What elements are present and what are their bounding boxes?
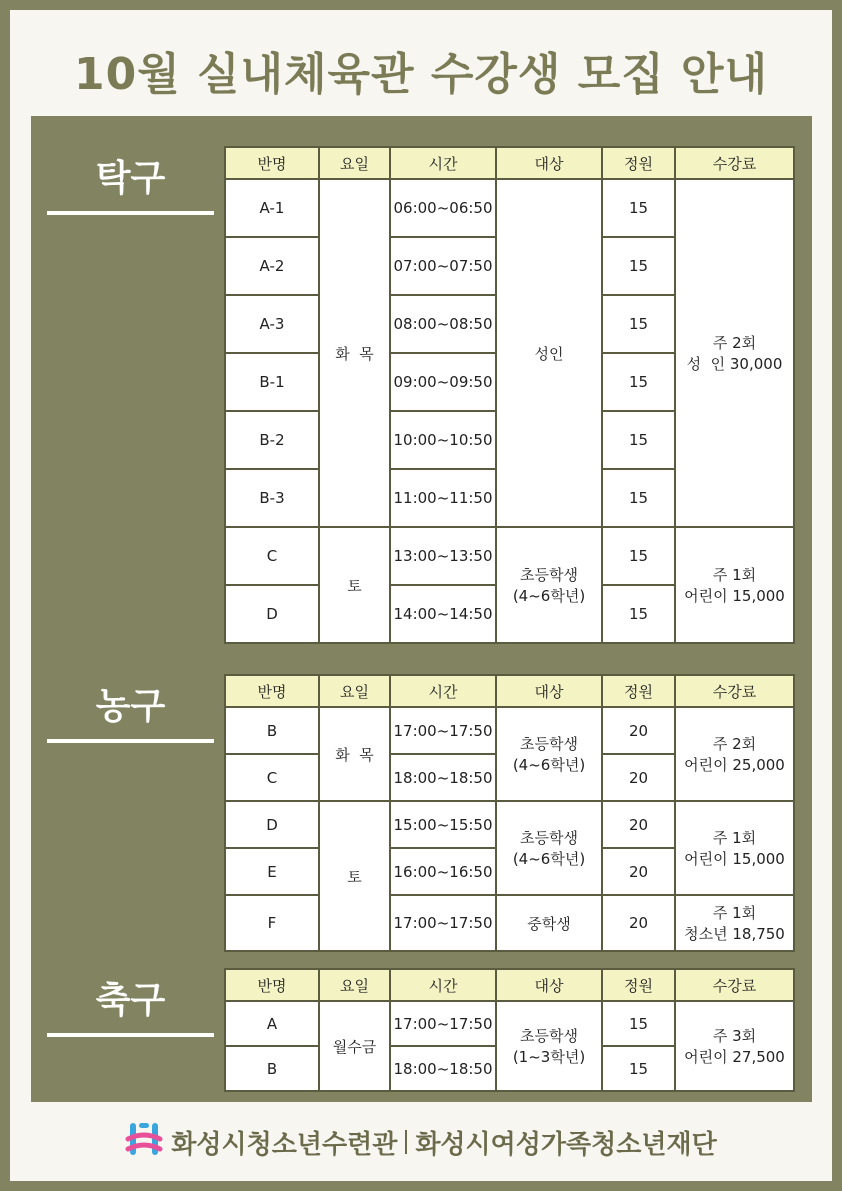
time-cell: 17:00~17:50 (390, 895, 496, 951)
fee-cell (675, 1001, 794, 1091)
class-cell: F (225, 895, 319, 951)
time-cell: 11:00~11:50 (390, 469, 496, 527)
sport-underline (47, 739, 214, 743)
header-time: 시간 (390, 147, 496, 179)
fee-amount: 어린이 15,000 (684, 850, 785, 868)
fee-cell (675, 527, 794, 643)
sport-name: 탁구 (95, 158, 166, 199)
class-cell: D (225, 801, 319, 848)
day-cell: 화 목 (319, 179, 390, 527)
capacity-cell: 15 (602, 1001, 675, 1046)
day-cell: 토 (319, 527, 390, 643)
header-time: 시간 (390, 969, 496, 1001)
time-cell: 07:00~07:50 (390, 237, 496, 295)
fee-amount: 성 인 30,000 (686, 355, 783, 373)
target-line1: 초등학생 (520, 735, 578, 753)
class-cell: D (225, 585, 319, 643)
basketball-schedule (224, 674, 795, 952)
fee-frequency: 주 1회 (712, 829, 757, 847)
capacity-cell: 20 (602, 801, 675, 848)
target-line1: 초등학생 (520, 1027, 578, 1045)
time-cell: 06:00~06:50 (390, 179, 496, 237)
header-fee: 수강료 (675, 675, 794, 707)
class-cell: A-2 (225, 237, 319, 295)
header-capacity: 정원 (602, 969, 675, 1001)
poster-inner (10, 10, 832, 1181)
header-day: 요일 (319, 147, 390, 179)
time-cell: 17:00~17:50 (390, 1001, 496, 1046)
table-header-row (225, 147, 794, 179)
class-cell: B (225, 1046, 319, 1091)
fee-cell (675, 895, 794, 951)
fee-amount: 어린이 15,000 (684, 587, 785, 605)
fee-cell (675, 179, 794, 527)
time-cell: 09:00~09:50 (390, 353, 496, 411)
class-cell: A (225, 1001, 319, 1046)
header-capacity: 정원 (602, 675, 675, 707)
fee-cell (675, 801, 794, 895)
header-target: 대상 (496, 675, 602, 707)
capacity-cell: 15 (602, 469, 675, 527)
target-line2: (4~6학년) (512, 587, 586, 605)
day-cell: 토 (319, 801, 390, 951)
header-class: 반명 (225, 147, 319, 179)
fee-frequency: 주 1회 (712, 566, 757, 584)
class-cell: B-3 (225, 469, 319, 527)
target-cell (496, 707, 602, 801)
fee-frequency: 주 2회 (712, 735, 757, 753)
header-target: 대상 (496, 969, 602, 1001)
time-cell: 15:00~15:50 (390, 801, 496, 848)
sport-name: 농구 (95, 686, 166, 727)
table-row (225, 801, 794, 848)
target-cell: 중학생 (496, 895, 602, 951)
capacity-cell: 20 (602, 895, 675, 951)
sport-name: 축구 (95, 980, 166, 1021)
capacity-cell: 15 (602, 179, 675, 237)
capacity-cell: 15 (602, 585, 675, 643)
capacity-cell: 15 (602, 295, 675, 353)
fee-amount: 청소년 18,750 (684, 925, 785, 943)
footer-divider (405, 1130, 407, 1154)
target-line2: (1~3학년) (512, 1048, 586, 1066)
header-time: 시간 (390, 675, 496, 707)
table-header-row (225, 675, 794, 707)
header-capacity: 정원 (602, 147, 675, 179)
capacity-cell: 15 (602, 237, 675, 295)
table-row (225, 1001, 794, 1046)
fee-amount: 어린이 25,000 (684, 756, 785, 774)
class-cell: B-1 (225, 353, 319, 411)
table-tennis-schedule (224, 146, 795, 644)
footer (10, 1122, 832, 1162)
target-line2: (4~6학년) (512, 850, 586, 868)
time-cell: 18:00~18:50 (390, 754, 496, 801)
table-header-row (225, 969, 794, 1001)
capacity-cell: 20 (602, 707, 675, 754)
header-class: 반명 (225, 969, 319, 1001)
target-cell (496, 527, 602, 643)
capacity-cell: 15 (602, 411, 675, 469)
target-cell (496, 801, 602, 895)
class-cell: B-2 (225, 411, 319, 469)
header-target: 대상 (496, 147, 602, 179)
header-fee: 수강료 (675, 147, 794, 179)
table-row (225, 179, 794, 237)
target-line1: 초등학생 (520, 566, 578, 584)
time-cell: 08:00~08:50 (390, 295, 496, 353)
capacity-cell: 20 (602, 848, 675, 895)
time-cell: 16:00~16:50 (390, 848, 496, 895)
page-title: 10월 실내체육관 수강생 모집 안내 (73, 49, 769, 100)
fee-frequency: 주 2회 (712, 334, 757, 352)
header-fee: 수강료 (675, 969, 794, 1001)
soccer-schedule (224, 968, 795, 1092)
class-cell: E (225, 848, 319, 895)
class-cell: C (225, 527, 319, 585)
sport-underline (47, 1033, 214, 1037)
sport-label-basketball (47, 678, 214, 743)
class-cell: A-3 (225, 295, 319, 353)
class-cell: C (225, 754, 319, 801)
time-cell: 10:00~10:50 (390, 411, 496, 469)
header-class: 반명 (225, 675, 319, 707)
fee-cell (675, 707, 794, 801)
table-row (225, 707, 794, 754)
class-cell: A-1 (225, 179, 319, 237)
target-cell: 성인 (496, 179, 602, 527)
time-cell: 18:00~18:50 (390, 1046, 496, 1091)
foundation-name: 화성시여성가족청소년재단 (415, 1129, 717, 1160)
sport-label-table-tennis (47, 150, 214, 215)
sport-underline (47, 211, 214, 215)
capacity-cell: 20 (602, 754, 675, 801)
header-day: 요일 (319, 675, 390, 707)
foundation-logo-icon (125, 1120, 163, 1165)
day-cell: 월수금 (319, 1001, 390, 1091)
target-line2: (4~6학년) (512, 756, 586, 774)
target-cell (496, 1001, 602, 1091)
class-cell: B (225, 707, 319, 754)
time-cell: 13:00~13:50 (390, 527, 496, 585)
fee-frequency: 주 1회 (712, 904, 757, 922)
capacity-cell: 15 (602, 1046, 675, 1091)
day-cell: 화 목 (319, 707, 390, 801)
fee-frequency: 주 3회 (712, 1027, 757, 1045)
target-line1: 초등학생 (520, 829, 578, 847)
youth-center-name: 화성시청소년수련관 (171, 1129, 398, 1160)
fee-amount: 어린이 27,500 (684, 1048, 785, 1066)
schedule-panel (31, 116, 812, 1102)
header-day: 요일 (319, 969, 390, 1001)
time-cell: 17:00~17:50 (390, 707, 496, 754)
time-cell: 14:00~14:50 (390, 585, 496, 643)
sport-label-soccer (47, 972, 214, 1037)
table-row (225, 527, 794, 585)
table-row (225, 895, 794, 951)
capacity-cell: 15 (602, 527, 675, 585)
capacity-cell: 15 (602, 353, 675, 411)
